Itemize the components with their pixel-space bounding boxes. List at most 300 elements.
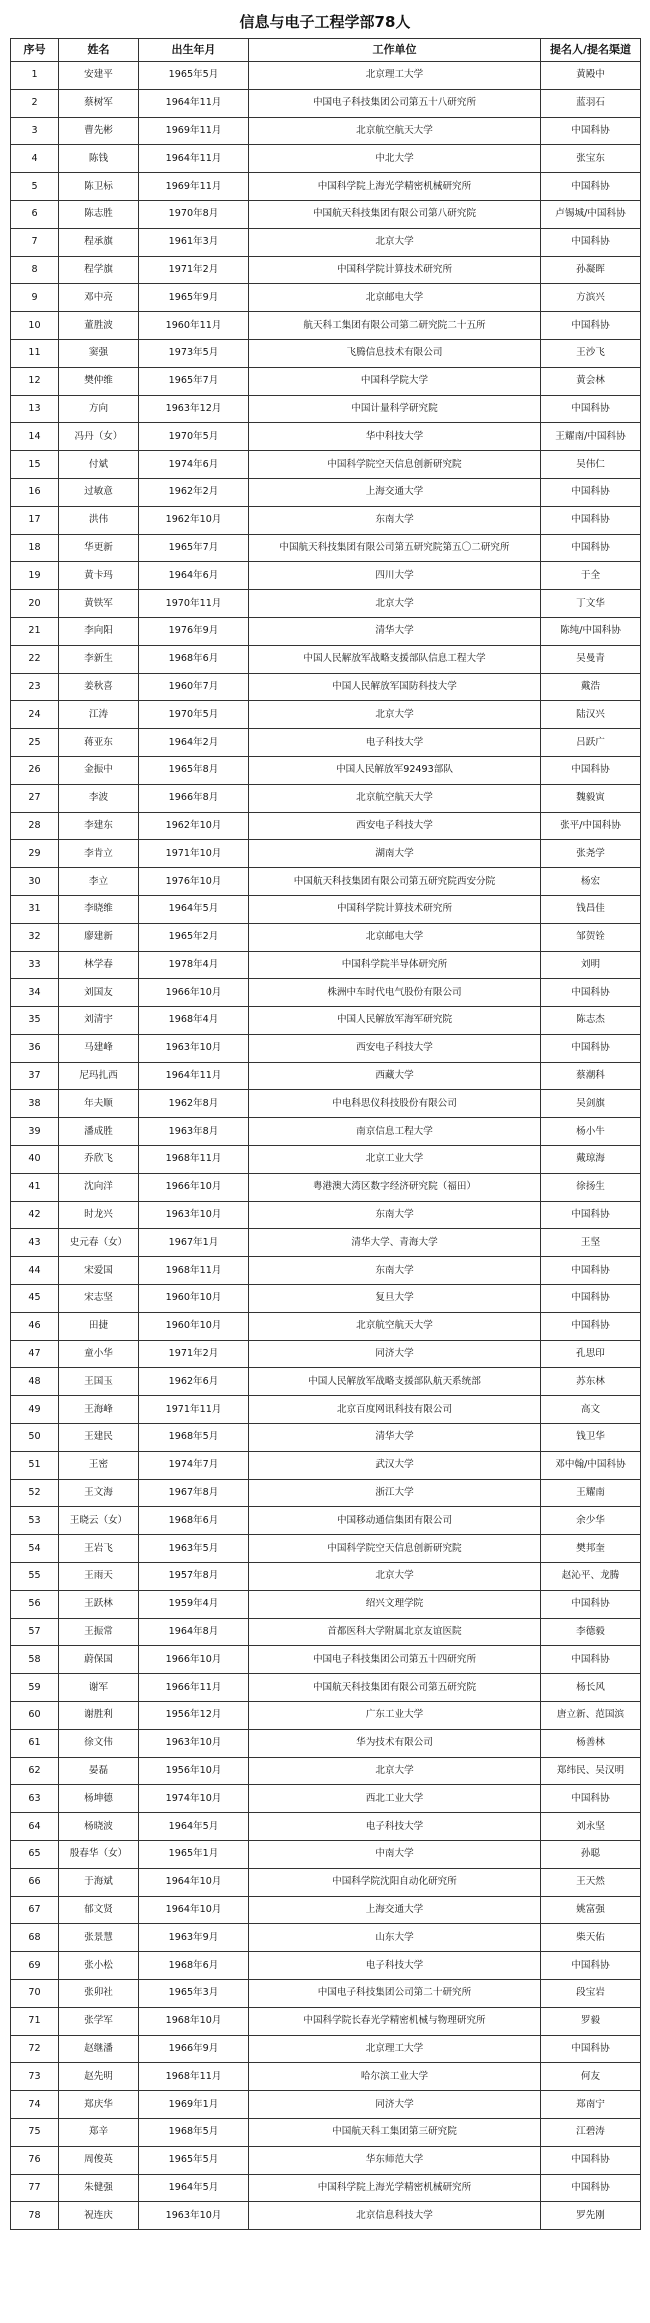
cell-employer: 飞腾信息技术有限公司 <box>249 339 541 367</box>
cell-employer: 中国电子科技集团公司第二十研究所 <box>249 1979 541 2007</box>
cell-index: 47 <box>11 1340 59 1368</box>
table-header-row <box>11 39 641 62</box>
cell-index: 64 <box>11 1813 59 1841</box>
cell-nominator: 杨宏 <box>541 868 641 896</box>
cell-name: 沈向洋 <box>59 1173 139 1201</box>
cell-name: 蔚保国 <box>59 1646 139 1674</box>
table-row <box>11 840 641 868</box>
table-row <box>11 1062 641 1090</box>
cell-index: 72 <box>11 2035 59 2063</box>
cell-birth: 1968年11月 <box>139 1257 249 1285</box>
table-row <box>11 979 641 1007</box>
cell-employer: 中国航天科技集团有限公司第五研究院 <box>249 1674 541 1702</box>
table-row <box>11 478 641 506</box>
cell-nominator: 高文 <box>541 1396 641 1424</box>
cell-name: 廖建新 <box>59 923 139 951</box>
cell-birth: 1960年10月 <box>139 1285 249 1313</box>
cell-employer: 中南大学 <box>249 1841 541 1869</box>
table-row <box>11 1257 641 1285</box>
cell-index: 34 <box>11 979 59 1007</box>
cell-nominator: 戴琼海 <box>541 1146 641 1174</box>
table-row <box>11 1285 641 1313</box>
cell-employer: 西安电子科技大学 <box>249 812 541 840</box>
cell-employer: 中国电子科技集团公司第五十八研究所 <box>249 89 541 117</box>
cell-employer: 山东大学 <box>249 1924 541 1952</box>
table-row <box>11 1674 641 1702</box>
table-row <box>11 756 641 784</box>
cell-birth: 1963年9月 <box>139 1924 249 1952</box>
cell-nominator: 孔思印 <box>541 1340 641 1368</box>
cell-employer: 中国人民解放军国防科技大学 <box>249 673 541 701</box>
cell-birth: 1966年10月 <box>139 1646 249 1674</box>
cell-name: 付斌 <box>59 451 139 479</box>
table-row <box>11 673 641 701</box>
page-title: 信息与电子工程学部78人 <box>239 13 411 31</box>
cell-birth: 1968年11月 <box>139 2063 249 2091</box>
cell-employer: 中国人民解放军战略支援部队信息工程大学 <box>249 645 541 673</box>
cell-birth: 1962年6月 <box>139 1368 249 1396</box>
table-row <box>11 1563 641 1591</box>
cell-index: 10 <box>11 312 59 340</box>
table-row <box>11 1702 641 1730</box>
table-row <box>11 784 641 812</box>
cell-birth: 1963年10月 <box>139 1729 249 1757</box>
cell-name: 郑庆华 <box>59 2091 139 2119</box>
cell-employer: 北京大学 <box>249 1757 541 1785</box>
cell-nominator: 张尧学 <box>541 840 641 868</box>
cell-nominator: 丁文华 <box>541 590 641 618</box>
cell-name: 郑辛 <box>59 2118 139 2146</box>
cell-birth: 1964年8月 <box>139 1618 249 1646</box>
cell-index: 38 <box>11 1090 59 1118</box>
cell-nominator: 樊邦奎 <box>541 1535 641 1563</box>
cell-index: 39 <box>11 1118 59 1146</box>
cell-index: 41 <box>11 1173 59 1201</box>
cell-index: 65 <box>11 1841 59 1869</box>
table-row <box>11 1590 641 1618</box>
cell-employer: 电子科技大学 <box>249 1813 541 1841</box>
cell-employer: 中国科学院计算技术研究所 <box>249 256 541 284</box>
cell-index: 68 <box>11 1924 59 1952</box>
cell-index: 1 <box>11 62 59 90</box>
cell-nominator: 中国科协 <box>541 1952 641 1980</box>
cell-index: 49 <box>11 1396 59 1424</box>
table-row <box>11 228 641 256</box>
cell-nominator: 中国科协 <box>541 1201 641 1229</box>
cell-employer: 中国移动通信集团有限公司 <box>249 1507 541 1535</box>
cell-nominator: 中国科协 <box>541 1646 641 1674</box>
cell-name: 邓中亮 <box>59 284 139 312</box>
table-row <box>11 1896 641 1924</box>
cell-nominator: 中国科协 <box>541 1285 641 1313</box>
cell-birth: 1962年2月 <box>139 478 249 506</box>
cell-birth: 1962年10月 <box>139 812 249 840</box>
cell-birth: 1962年8月 <box>139 1090 249 1118</box>
cell-index: 12 <box>11 367 59 395</box>
cell-nominator: 王天然 <box>541 1868 641 1896</box>
cell-index: 69 <box>11 1952 59 1980</box>
cell-name: 潘成胜 <box>59 1118 139 1146</box>
cell-name: 张景慧 <box>59 1924 139 1952</box>
cell-birth: 1968年10月 <box>139 2007 249 2035</box>
cell-birth: 1965年9月 <box>139 284 249 312</box>
cell-nominator: 陈志杰 <box>541 1007 641 1035</box>
cell-name: 过敏意 <box>59 478 139 506</box>
cell-birth: 1966年9月 <box>139 2035 249 2063</box>
cell-index: 50 <box>11 1424 59 1452</box>
cell-name: 王建民 <box>59 1424 139 1452</box>
cell-name: 安建平 <box>59 62 139 90</box>
cell-birth: 1965年5月 <box>139 62 249 90</box>
cell-birth: 1967年1月 <box>139 1229 249 1257</box>
cell-index: 58 <box>11 1646 59 1674</box>
cell-birth: 1966年11月 <box>139 1674 249 1702</box>
cell-birth: 1963年10月 <box>139 2202 249 2230</box>
cell-index: 6 <box>11 200 59 228</box>
cell-birth: 1965年7月 <box>139 534 249 562</box>
cell-index: 4 <box>11 145 59 173</box>
cell-birth: 1963年12月 <box>139 395 249 423</box>
cell-nominator: 杨小牛 <box>541 1118 641 1146</box>
cell-name: 洪伟 <box>59 506 139 534</box>
cell-employer: 中北大学 <box>249 145 541 173</box>
cell-employer: 西北工业大学 <box>249 1785 541 1813</box>
cell-employer: 华东师范大学 <box>249 2146 541 2174</box>
cell-name: 尼玛扎西 <box>59 1062 139 1090</box>
cell-employer: 中国科学院大学 <box>249 367 541 395</box>
cell-name: 张小松 <box>59 1952 139 1980</box>
cell-birth: 1973年5月 <box>139 339 249 367</box>
cell-nominator: 王沙飞 <box>541 339 641 367</box>
cell-employer: 中国航天科技集团有限公司第五研究院第五〇二研究所 <box>249 534 541 562</box>
table-row <box>11 1034 641 1062</box>
table-row <box>11 1507 641 1535</box>
table-row <box>11 451 641 479</box>
cell-birth: 1976年9月 <box>139 617 249 645</box>
cell-employer: 清华大学 <box>249 1424 541 1452</box>
cell-name: 金振中 <box>59 756 139 784</box>
cell-index: 56 <box>11 1590 59 1618</box>
table-row <box>11 868 641 896</box>
cell-nominator: 中国科协 <box>541 1257 641 1285</box>
cell-name: 马建峰 <box>59 1034 139 1062</box>
cell-nominator: 陈纯/中国科协 <box>541 617 641 645</box>
cell-employer: 中国电子科技集团公司第五十四研究所 <box>249 1646 541 1674</box>
cell-employer: 北京大学 <box>249 590 541 618</box>
cell-employer: 首都医科大学附属北京友谊医院 <box>249 1618 541 1646</box>
table-row <box>11 812 641 840</box>
cell-birth: 1965年7月 <box>139 367 249 395</box>
cell-index: 13 <box>11 395 59 423</box>
cell-employer: 北京航空航天大学 <box>249 784 541 812</box>
cell-index: 70 <box>11 1979 59 2007</box>
cell-nominator: 中国科协 <box>541 173 641 201</box>
cell-nominator: 中国科协 <box>541 1590 641 1618</box>
cell-nominator: 中国科协 <box>541 756 641 784</box>
cell-nominator: 江碧涛 <box>541 2118 641 2146</box>
cell-nominator: 中国科协 <box>541 534 641 562</box>
cell-index: 63 <box>11 1785 59 1813</box>
cell-employer: 中国科学院空天信息创新研究院 <box>249 451 541 479</box>
cell-name: 童小华 <box>59 1340 139 1368</box>
header-cell-birth: 出生年月 <box>139 39 249 62</box>
table-row <box>11 1979 641 2007</box>
cell-nominator: 卢锡城/中国科协 <box>541 200 641 228</box>
table-row <box>11 1813 641 1841</box>
table-row <box>11 200 641 228</box>
cell-employer: 上海交通大学 <box>249 478 541 506</box>
cell-index: 37 <box>11 1062 59 1090</box>
cell-employer: 电子科技大学 <box>249 1952 541 1980</box>
cell-employer: 中国人民解放军战略支援部队航天系统部 <box>249 1368 541 1396</box>
cell-employer: 北京大学 <box>249 228 541 256</box>
cell-birth: 1966年10月 <box>139 1173 249 1201</box>
cell-employer: 复旦大学 <box>249 1285 541 1313</box>
cell-employer: 中国科学院上海光学精密机械研究所 <box>249 173 541 201</box>
cell-birth: 1970年5月 <box>139 423 249 451</box>
cell-birth: 1963年5月 <box>139 1535 249 1563</box>
cell-index: 55 <box>11 1563 59 1591</box>
cell-name: 张学军 <box>59 2007 139 2035</box>
cell-nominator: 吕跃广 <box>541 729 641 757</box>
table-row <box>11 2202 641 2230</box>
cell-name: 黄卡玛 <box>59 562 139 590</box>
cell-nominator: 刘永坚 <box>541 1813 641 1841</box>
table-row <box>11 2174 641 2202</box>
table-row <box>11 1868 641 1896</box>
cell-index: 60 <box>11 1702 59 1730</box>
table-row <box>11 1618 641 1646</box>
table-row <box>11 2035 641 2063</box>
cell-nominator: 中国科协 <box>541 228 641 256</box>
cell-birth: 1976年10月 <box>139 868 249 896</box>
header-cell-nominator: 提名人/提名渠道 <box>541 39 641 62</box>
cell-index: 51 <box>11 1451 59 1479</box>
cell-name: 周俊英 <box>59 2146 139 2174</box>
cell-employer: 中电科思仪科技股份有限公司 <box>249 1090 541 1118</box>
table-row <box>11 1424 641 1452</box>
cell-name: 徐文伟 <box>59 1729 139 1757</box>
cell-name: 程学旗 <box>59 256 139 284</box>
cell-nominator: 蓝羽石 <box>541 89 641 117</box>
cell-name: 江涛 <box>59 701 139 729</box>
cell-nominator: 中国科协 <box>541 117 641 145</box>
cell-employer: 中国人民解放军92493部队 <box>249 756 541 784</box>
cell-employer: 北京理工大学 <box>249 2035 541 2063</box>
cell-name: 陈卫标 <box>59 173 139 201</box>
cell-index: 7 <box>11 228 59 256</box>
cell-employer: 绍兴文理学院 <box>249 1590 541 1618</box>
cell-birth: 1969年11月 <box>139 173 249 201</box>
cell-index: 24 <box>11 701 59 729</box>
table-row <box>11 2091 641 2119</box>
table-row <box>11 590 641 618</box>
cell-nominator: 郑纬民、吴汉明 <box>541 1757 641 1785</box>
table-row <box>11 895 641 923</box>
cell-birth: 1960年10月 <box>139 1312 249 1340</box>
cell-name: 林学春 <box>59 951 139 979</box>
cell-name: 曹先彬 <box>59 117 139 145</box>
table-row <box>11 951 641 979</box>
header-cell-name: 姓名 <box>59 39 139 62</box>
cell-name: 杨坤德 <box>59 1785 139 1813</box>
cell-birth: 1963年10月 <box>139 1034 249 1062</box>
cell-name: 姜秋喜 <box>59 673 139 701</box>
cell-name: 王国玉 <box>59 1368 139 1396</box>
cell-birth: 1959年4月 <box>139 1590 249 1618</box>
cell-nominator: 王耀南/中国科协 <box>541 423 641 451</box>
cell-nominator: 段宝岩 <box>541 1979 641 2007</box>
cell-birth: 1971年2月 <box>139 1340 249 1368</box>
cell-nominator: 中国科协 <box>541 979 641 1007</box>
table-row <box>11 923 641 951</box>
cell-birth: 1961年3月 <box>139 228 249 256</box>
table-row <box>11 1535 641 1563</box>
cell-name: 陈志胜 <box>59 200 139 228</box>
cell-employer: 中国计量科学研究院 <box>249 395 541 423</box>
cell-employer: 北京航空航天大学 <box>249 1312 541 1340</box>
cell-index: 18 <box>11 534 59 562</box>
cell-birth: 1956年10月 <box>139 1757 249 1785</box>
cell-name: 陈钱 <box>59 145 139 173</box>
cell-employer: 东南大学 <box>249 506 541 534</box>
cell-name: 谢军 <box>59 1674 139 1702</box>
cell-nominator: 张宝东 <box>541 145 641 173</box>
cell-nominator: 孙凝晖 <box>541 256 641 284</box>
table-row <box>11 1757 641 1785</box>
cell-birth: 1970年5月 <box>139 701 249 729</box>
cell-name: 郁文贤 <box>59 1896 139 1924</box>
cell-birth: 1966年8月 <box>139 784 249 812</box>
cell-nominator: 中国科协 <box>541 312 641 340</box>
cell-employer: 中国人民解放军海军研究院 <box>249 1007 541 1035</box>
cell-index: 75 <box>11 2118 59 2146</box>
cell-nominator: 姚富强 <box>541 1896 641 1924</box>
table-row <box>11 617 641 645</box>
cell-nominator: 于全 <box>541 562 641 590</box>
cell-index: 74 <box>11 2091 59 2119</box>
cell-nominator: 刘明 <box>541 951 641 979</box>
header-cell-employer: 工作单位 <box>249 39 541 62</box>
cell-birth: 1962年10月 <box>139 506 249 534</box>
cell-birth: 1968年6月 <box>139 1507 249 1535</box>
cell-nominator: 魏毅寅 <box>541 784 641 812</box>
cell-name: 樊仲维 <box>59 367 139 395</box>
cell-birth: 1965年2月 <box>139 923 249 951</box>
table-row <box>11 1201 641 1229</box>
cell-birth: 1964年10月 <box>139 1896 249 1924</box>
cell-employer: 中国科学院空天信息创新研究院 <box>249 1535 541 1563</box>
table-row <box>11 1146 641 1174</box>
cell-index: 5 <box>11 173 59 201</box>
cell-name: 王密 <box>59 1451 139 1479</box>
cell-index: 32 <box>11 923 59 951</box>
cell-employer: 东南大学 <box>249 1201 541 1229</box>
cell-nominator: 徐扬生 <box>541 1173 641 1201</box>
cell-birth: 1974年6月 <box>139 451 249 479</box>
cell-birth: 1966年10月 <box>139 979 249 1007</box>
cell-nominator: 吴剑旗 <box>541 1090 641 1118</box>
cell-name: 李晓维 <box>59 895 139 923</box>
cell-name: 晏磊 <box>59 1757 139 1785</box>
cell-index: 26 <box>11 756 59 784</box>
cell-nominator: 中国科协 <box>541 2174 641 2202</box>
cell-nominator: 杨长风 <box>541 1674 641 1702</box>
cell-index: 21 <box>11 617 59 645</box>
cell-nominator: 余少华 <box>541 1507 641 1535</box>
cell-nominator: 李德毅 <box>541 1618 641 1646</box>
table-row <box>11 645 641 673</box>
cell-name: 程承旗 <box>59 228 139 256</box>
cell-employer: 广东工业大学 <box>249 1702 541 1730</box>
cell-nominator: 吴伟仁 <box>541 451 641 479</box>
cell-nominator: 赵沁平、龙腾 <box>541 1563 641 1591</box>
cell-index: 14 <box>11 423 59 451</box>
cell-index: 30 <box>11 868 59 896</box>
cell-birth: 1969年11月 <box>139 117 249 145</box>
cell-employer: 中国航天科技集团有限公司第五研究院西安分院 <box>249 868 541 896</box>
cell-birth: 1964年5月 <box>139 895 249 923</box>
cell-employer: 中国科学院半导体研究所 <box>249 951 541 979</box>
cell-birth: 1956年12月 <box>139 1702 249 1730</box>
cell-index: 42 <box>11 1201 59 1229</box>
cell-index: 36 <box>11 1034 59 1062</box>
cell-nominator: 中国科协 <box>541 395 641 423</box>
cell-nominator: 罗先刚 <box>541 2202 641 2230</box>
table-row <box>11 729 641 757</box>
cell-index: 61 <box>11 1729 59 1757</box>
cell-employer: 华为技术有限公司 <box>249 1729 541 1757</box>
table-row <box>11 173 641 201</box>
cell-employer: 中国科学院计算技术研究所 <box>249 895 541 923</box>
cell-employer: 西安电子科技大学 <box>249 1034 541 1062</box>
cell-name: 时龙兴 <box>59 1201 139 1229</box>
cell-birth: 1978年4月 <box>139 951 249 979</box>
cell-nominator: 钱卫华 <box>541 1424 641 1452</box>
cell-name: 方向 <box>59 395 139 423</box>
cell-nominator: 中国科协 <box>541 506 641 534</box>
cell-name: 华更新 <box>59 534 139 562</box>
cell-index: 71 <box>11 2007 59 2035</box>
cell-employer: 北京工业大学 <box>249 1146 541 1174</box>
table-row <box>11 534 641 562</box>
table-row <box>11 562 641 590</box>
cell-employer: 东南大学 <box>249 1257 541 1285</box>
cell-name: 王岩飞 <box>59 1535 139 1563</box>
cell-name: 董胜波 <box>59 312 139 340</box>
table-row <box>11 1924 641 1952</box>
table-row <box>11 1646 641 1674</box>
cell-index: 28 <box>11 812 59 840</box>
table-row <box>11 1396 641 1424</box>
table-row <box>11 1312 641 1340</box>
cell-index: 66 <box>11 1868 59 1896</box>
cell-name: 杨晓波 <box>59 1813 139 1841</box>
cell-index: 48 <box>11 1368 59 1396</box>
candidate-table <box>10 38 641 2230</box>
cell-birth: 1971年11月 <box>139 1396 249 1424</box>
cell-birth: 1964年6月 <box>139 562 249 590</box>
cell-birth: 1974年10月 <box>139 1785 249 1813</box>
cell-index: 77 <box>11 2174 59 2202</box>
table-row <box>11 367 641 395</box>
table-row <box>11 1090 641 1118</box>
cell-employer: 航天科工集团有限公司第二研究院二十五所 <box>249 312 541 340</box>
cell-name: 刘国友 <box>59 979 139 1007</box>
cell-employer: 电子科技大学 <box>249 729 541 757</box>
cell-nominator: 陆汉兴 <box>541 701 641 729</box>
cell-employer: 华中科技大学 <box>249 423 541 451</box>
